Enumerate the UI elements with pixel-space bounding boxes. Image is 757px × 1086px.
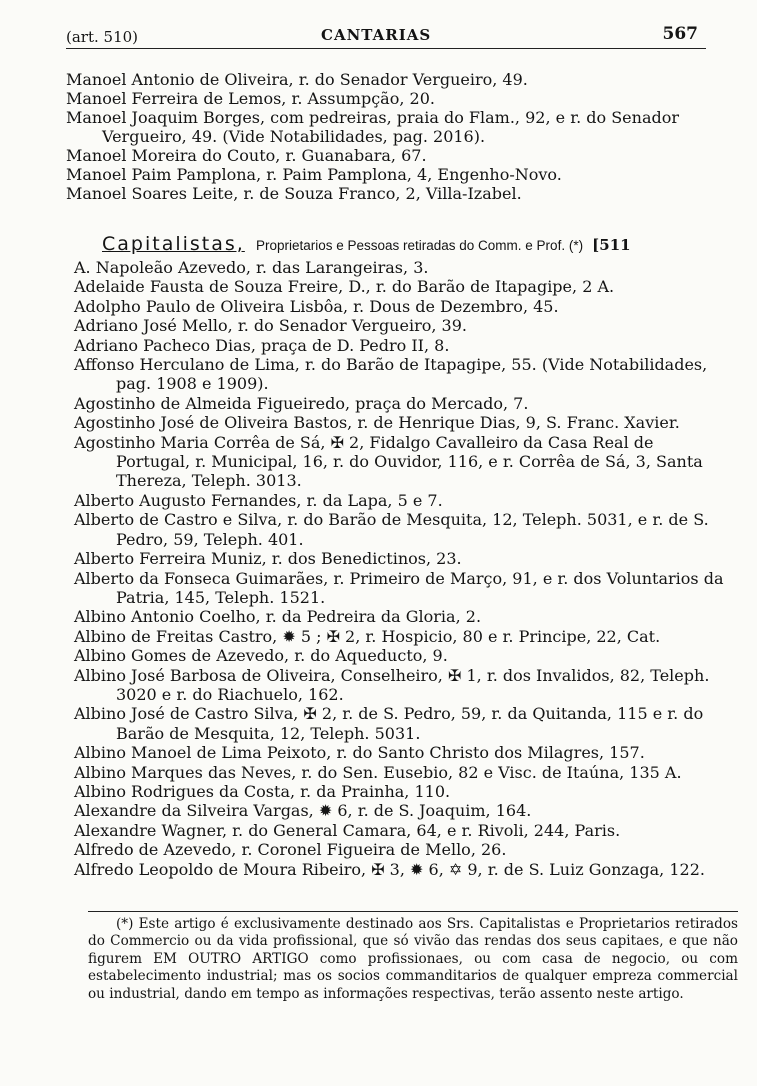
list-item: Alfredo Leopoldo de Moura Ribeiro, ✠ 3, ✹ 6, ✡ 9, r. de S. Luiz Gonzaga, 122. [74, 859, 705, 879]
list-item: Alberto de Castro e Silva, r. do Barão de Mesquita, 12, Teleph. 5031, e r. de S. Pedro, 59, Teleph. 401. [74, 510, 709, 549]
running-title: CANTARIAS [321, 26, 432, 44]
list-item: Manoel Ferreira de Lemos, r. Assumpção, 20. [66, 89, 435, 108]
list-item: Alexandre da Silveira Vargas, ✹ 6, r. de S. Joaquim, 164. [74, 801, 532, 821]
list-item: Alfredo de Azevedo, r. Coronel Figueira de Mello, 26. [74, 840, 507, 860]
list-item: Adriano Pacheco Dias, praça de D. Pedro II, 8. [74, 335, 450, 355]
list-item: A. Napoleão Azevedo, r. das Larangeiras, 3. [74, 258, 429, 277]
list-item: Adelaide Fausta de Souza Freire, D., r. do Barão de Itapagipe, 2 A. [74, 277, 615, 297]
header-rule [66, 48, 706, 49]
list-item: Manoel Joaquim Borges, com pedreiras, praia do Flam., 92, e r. do Senador Vergueiro, 49. (Vide Notabilidades, pag. 2016). [66, 108, 680, 146]
footnote [88, 916, 738, 1003]
page-number: 567 [662, 24, 698, 44]
list-item: Alberto Augusto Fernandes, r. da Lapa, 5 e 7. [74, 490, 443, 510]
list-item: Agostinho Maria Corrêa de Sá, ✠ 2, Fidalgo Cavalleiro da Casa Real de Portugal, r. Municipal, 16, r. do Ouvidor, 116, e r. Corrêa de Sá, 3, Santa Thereza, Teleph. 3013. [74, 432, 703, 491]
footnote-rule [88, 911, 738, 912]
list-item: Alberto Ferreira Muniz, r. dos Benedictinos, 23. [74, 549, 462, 569]
list-item: Manoel Paim Pamplona, r. Paim Pamplona, 4, Engenho-Novo. [66, 165, 562, 184]
capitalistas-entries [74, 258, 730, 879]
list-item: Adriano José Mello, r. do Senador Vergueiro, 39. [74, 316, 467, 336]
section-title: Capitalistas, [102, 233, 245, 255]
list-item: Albino Antonio Coelho, r. da Pedreira da Gloria, 2. [74, 607, 482, 627]
article-reference: (art. 510) [66, 28, 139, 46]
list-item: Albino José Barbosa de Oliveira, Conselheiro, ✠ 1, r. dos Invalidos, 82, Teleph. 3020 e r. do Riachuelo, 162. [74, 665, 710, 704]
section-number: [511 [592, 236, 631, 254]
list-item: Albino de Freitas Castro, ✹ 5 ; ✠ 2, r. Hospicio, 80 e r. Principe, 22, Cat. [74, 626, 661, 646]
previous-section-entries [66, 70, 716, 203]
list-item: Albino Gomes de Azevedo, r. do Aqueducto, 9. [74, 646, 448, 666]
list-item: Affonso Herculano de Lima, r. do Barão de Itapagipe, 55. (Vide Notabilidades, pag. 1908 e 1909). [74, 355, 708, 394]
list-item: Albino José de Castro Silva, ✠ 2, r. de S. Pedro, 59, r. da Quitanda, 115 e r. do Barão de Mesquita, 12, Teleph. 5031. [74, 704, 704, 743]
list-item: Alberto da Fonseca Guimarães, r. Primeiro de Março, 91, e r. dos Voluntarios da Patria, 145, Teleph. 1521. [74, 568, 724, 607]
page-header [66, 24, 706, 48]
list-item: Manoel Antonio de Oliveira, r. do Senador Vergueiro, 49. [66, 70, 528, 89]
list-item: Agostinho de Almeida Figueiredo, praça do Mercado, 7. [74, 393, 529, 413]
list-item: Alexandre Wagner, r. do General Camara, 64, e r. Rivoli, 244, Paris. [74, 820, 621, 840]
section-subtitle: Proprietarios e Pessoas retiradas do Comm. e Prof. (*) [255, 238, 584, 253]
list-item: Manoel Soares Leite, r. de Souza Franco, 2, Villa-Izabel. [66, 184, 522, 203]
list-item: Albino Marques das Neves, r. do Sen. Eusebio, 82 e Visc. de Itaúna, 135 A. [74, 762, 682, 782]
footnote-text: (*) Este artigo é exclusivamente destinado aos Srs. Capitalistas e Proprietarios retirados do Commercio ou da vida profissional, que só vivão das rendas dos seus capitaes, e que não figurem EM OUTRO ARTIGO como profissionaes, ou com casa de negocio, ou com estabelecimento industrial; mas os socios commanditarios de qualquer empreza commercial ou industrial, dando em tempo as informações respectivas, terão assento neste artigo. [88, 916, 738, 1002]
list-item: Agostinho José de Oliveira Bastos, r. de Henrique Dias, 9, S. Franc. Xavier. [74, 413, 680, 433]
list-item: Adolpho Paulo de Oliveira Lisbôa, r. Dous de Dezembro, 45. [74, 296, 559, 316]
list-item: Albino Rodrigues da Costa, r. da Prainha, 110. [74, 781, 451, 801]
list-item: Albino Manoel de Lima Peixoto, r. do Santo Christo dos Milagres, 157. [74, 743, 645, 763]
list-item: Manoel Moreira do Couto, r. Guanabara, 67. [66, 146, 427, 165]
section-heading [102, 233, 722, 255]
